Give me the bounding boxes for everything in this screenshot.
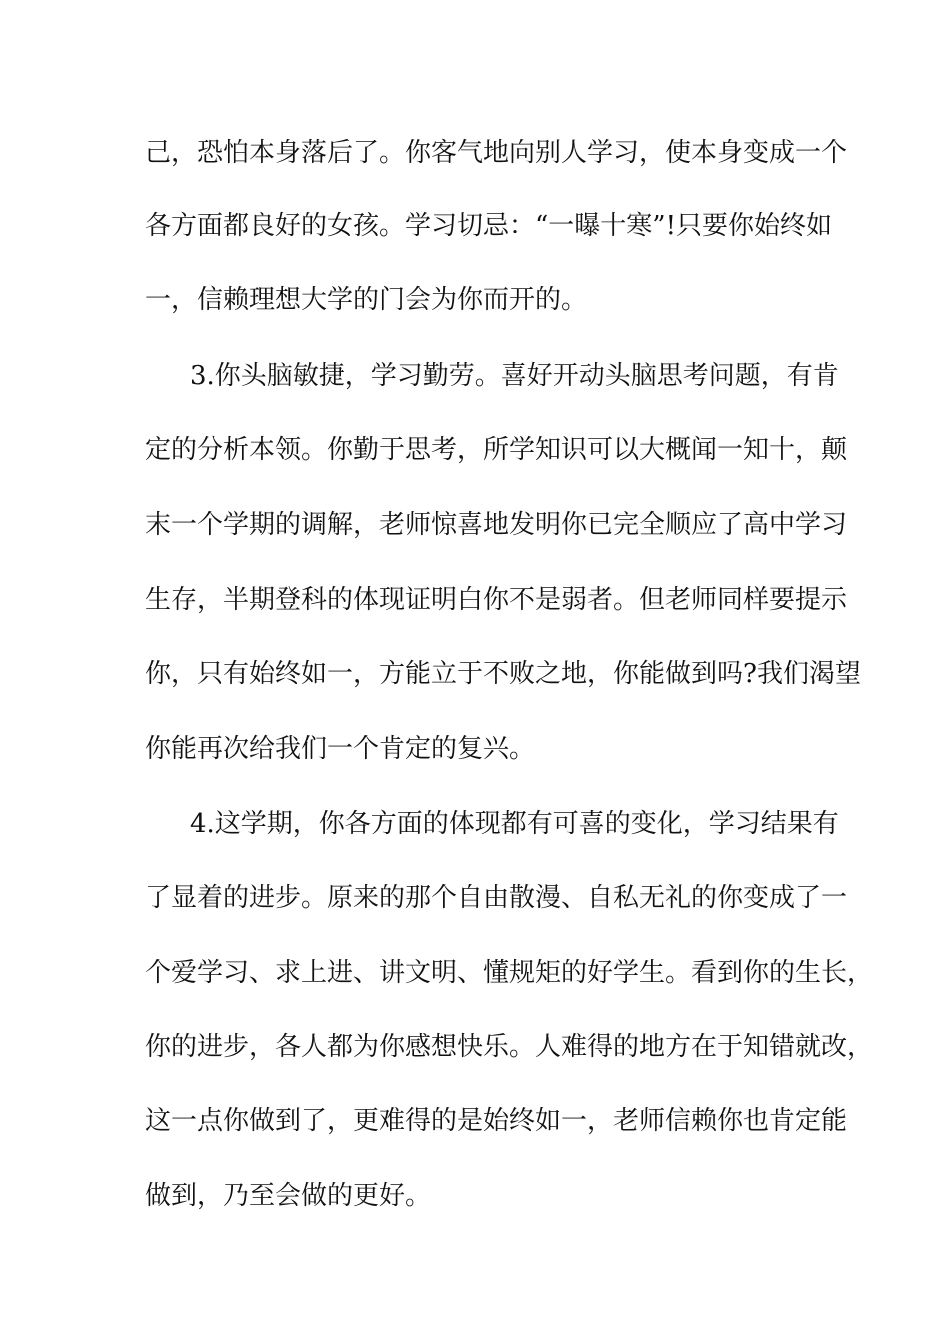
text-line: 你的进步，各人都为你感想快乐。人难得的地方在于知错就改， <box>145 1032 874 1062</box>
text-line: 个爱学习、求上进、讲文明、懂规矩的好学生。看到你的生长， <box>145 958 874 988</box>
paragraph-4-start: 4.这学期，你各方面的体现都有可喜的变化，学习结果有 <box>190 809 839 839</box>
text-line: 各方面都良好的女孩。学习切忌：“一曝十寒”!只要你始终如 <box>145 211 833 241</box>
text-line: 生存，半期登科的体现证明白你不是弱者。但老师同样要提示 <box>145 585 848 615</box>
text-line: 己，恐怕本身落后了。你客气地向别人学习，使本身变成一个 <box>145 138 848 168</box>
text-line: 这一点你做到了，更难得的是始终如一，老师信赖你也肯定能 <box>145 1106 848 1136</box>
text-line: 你，只有始终如一，方能立于不败之地，你能做到吗?我们渴望 <box>145 659 861 689</box>
text-line: 你能再次给我们一个肯定的复兴。 <box>145 734 536 764</box>
text-line: 做到，乃至会做的更好。 <box>145 1181 432 1211</box>
text-line: 末一个学期的调解，老师惊喜地发明你已完全顺应了高中学习 <box>145 510 848 540</box>
paragraph-3-start: 3.你头脑敏捷，学习勤劳。喜好开动头脑思考问题，有肯 <box>190 361 839 391</box>
text-line: 了显着的进步。原来的那个自由散漫、自私无礼的你变成了一 <box>145 883 848 913</box>
text-line: 定的分析本领。你勤于思考，所学知识可以大概闻一知十，颠 <box>145 435 848 465</box>
text-line: 一，信赖理想大学的门会为你而开的。 <box>145 285 588 315</box>
